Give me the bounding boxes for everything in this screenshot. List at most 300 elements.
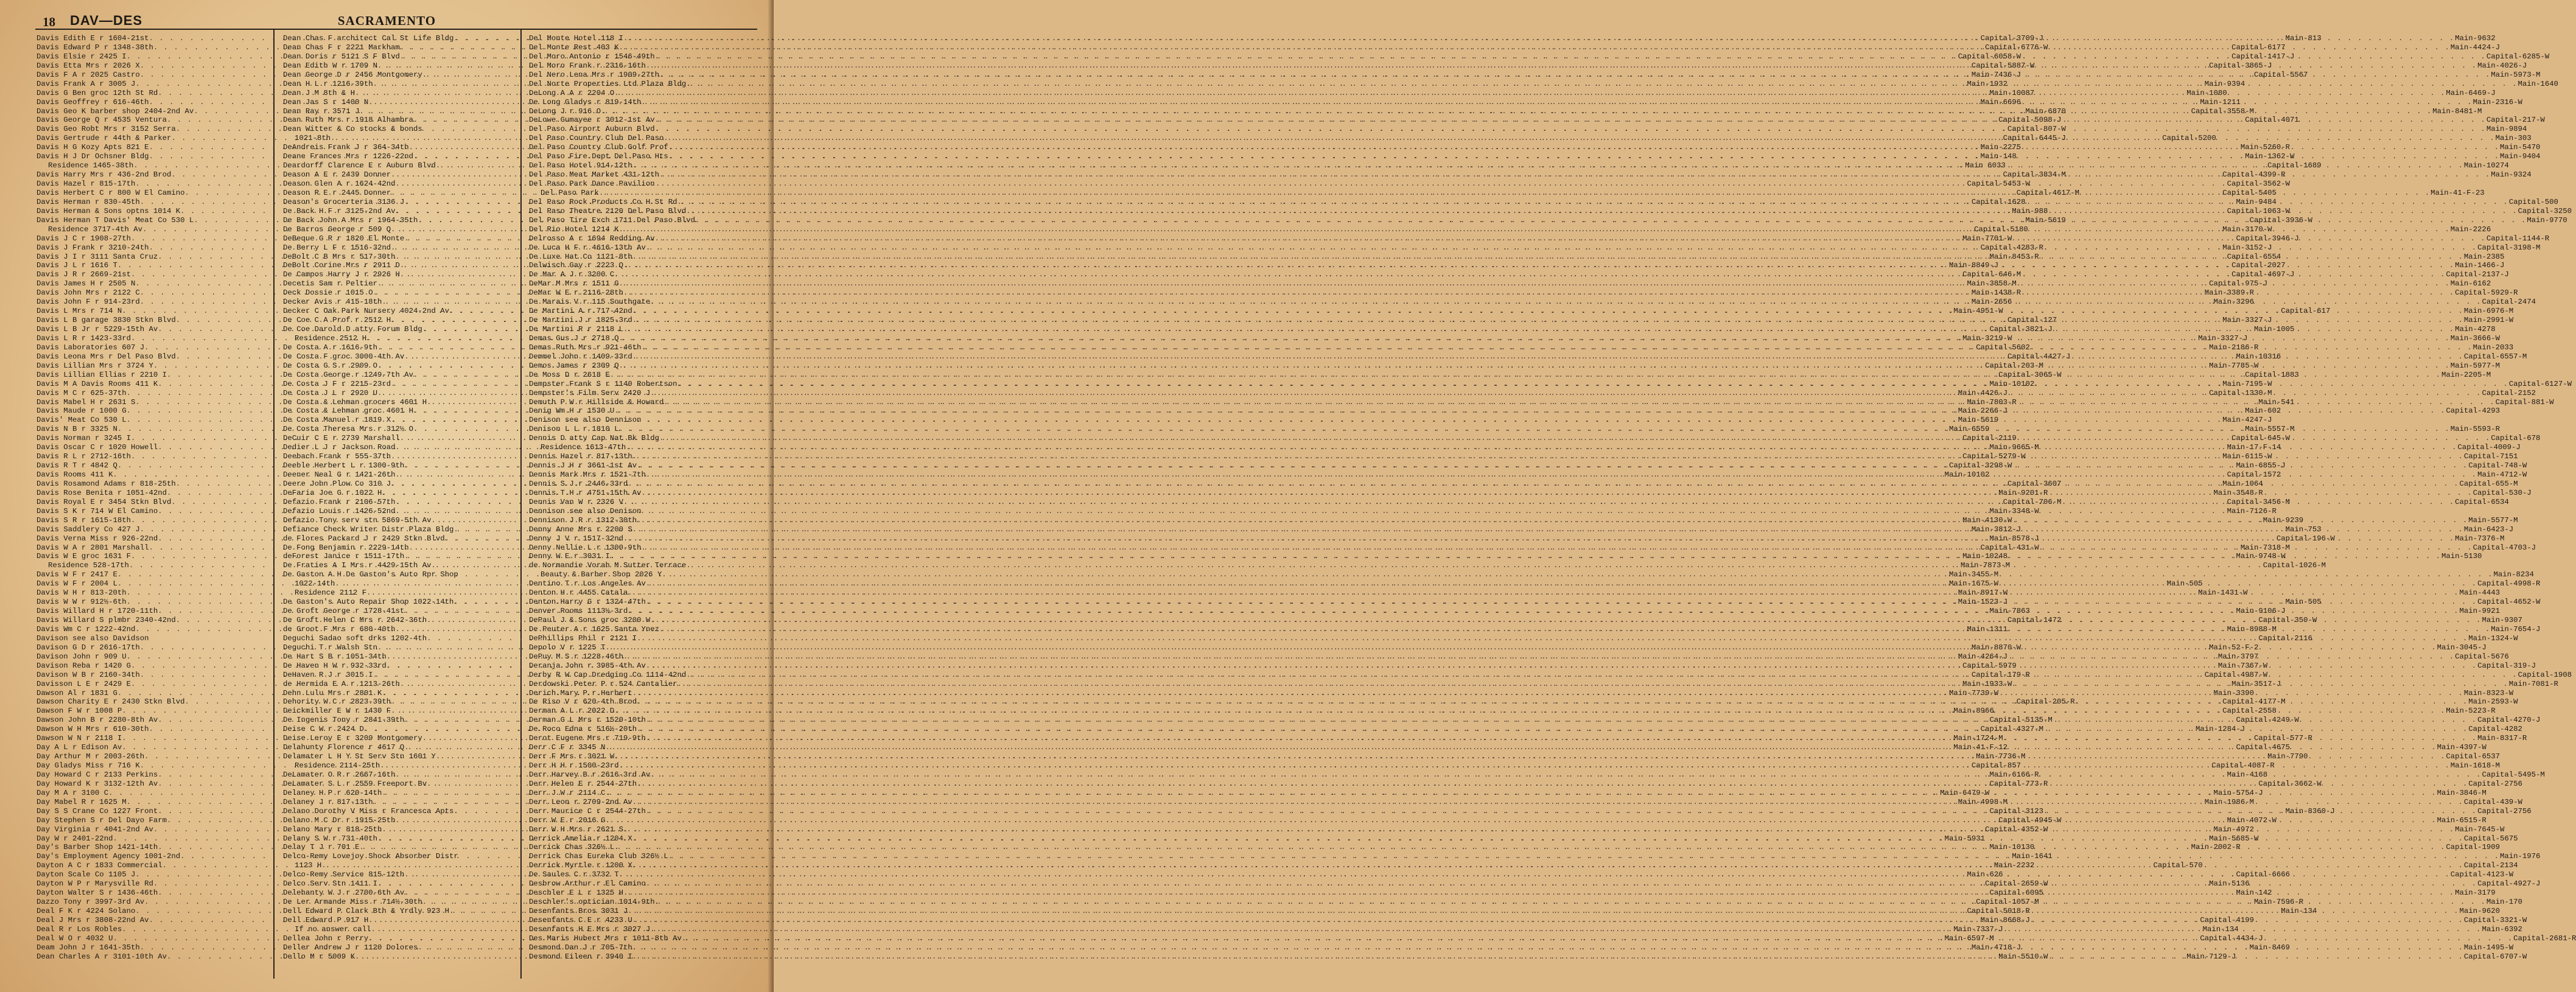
listing-name: De Gaston's Auto Repair Shop 1022-14th [283,598,454,607]
listing-name: Demas Gus J r 2718 Q [529,334,619,343]
listing-name: Derich Mary P r Herbert [529,688,632,697]
listing-phone: Main-4972 [2213,825,2254,834]
listing-name: Deal J Mrs r 3808-22nd Av [37,915,149,924]
listing-phone: Capital-5887-W [1971,61,2035,70]
listing-phone: Main-7645-W [2455,825,2505,834]
listing-phone: Main-5130 [2441,552,2482,561]
leader-dots [662,570,2493,579]
listing-name: Deise Leroy E r 3209 Montgomery [283,734,422,743]
leader-dots [623,325,2454,334]
listing-phone: Capital-3936-W [2249,215,2312,225]
listing-phone: Capital-6557-M [2463,352,2527,361]
listing-phone: Main-3179 [2455,889,2496,898]
listing-name: Del Paso Meat Market 431-12th [529,170,660,180]
listing-phone: Capital-881-W [2495,397,2554,407]
listing-phone: Capital-645-W [2231,434,2290,443]
listing-phone: Capital-4123-W [2450,870,2514,879]
leader-dots [632,916,2463,925]
leader-dots [632,161,2463,170]
listing-name: Denig Wm H r 1530 U [529,407,615,416]
listing-phone: Capital-4199 [2200,915,2254,924]
leader-dots [619,334,2450,343]
listing-name: Davis Etta Mrs r 2026 X [37,61,140,70]
leader-dots [646,243,2477,253]
listing-phone: Main-8966 [1953,707,1994,716]
listing-phone: Main-4712-W [2477,470,2527,479]
listing-name: Derdowski Peter P r 524 Cantalier [529,679,677,688]
listing-name: Day Mabel R r 1625 M [37,797,127,806]
listing-phone: Capital-3558-M [2191,107,2254,116]
listing-phone: Main-3548-R [2213,488,2263,497]
listing-phone: Main-7785-W [2209,361,2259,370]
listing-phone: Capital-3865-J [2209,61,2272,70]
listing-name: Del Paso Park [541,188,599,197]
listing-phone: Main-5510-W [1998,952,2048,961]
listing-name: DeCuir C E r 2739 Marshall [283,434,400,443]
listing-name: Del Paso Airport Auburn Blvd [529,125,655,134]
listing-name: Derr Helen E r 2544-27th [529,779,637,788]
listing-name: Davis James H r 2505 N [37,279,136,288]
leader-dots [677,198,2508,207]
leader-dots [646,598,2477,607]
listing-name: Dean Ruth Mrs r 1918 Alhambra [283,116,414,125]
listing-name: DeBeque G R r 1820 El Monte [283,234,405,243]
listing-name: Davis L B garage 3830 Stkn Blvd [37,316,176,325]
listing-phone: Main-4951-W [1953,307,2003,316]
listing-name: Davis Rooms 411 K [37,470,113,479]
listing-name: Delaney J r 817-13th [283,797,373,806]
listing-name: De Costa F groc 3000-4th Av [283,352,405,361]
leader-dots [641,343,2472,352]
listing-name: De Costa & Lehman grocers 4601 H [283,397,427,407]
listing-phone: Capital-1883 [2245,370,2299,379]
listing-name: De Moss D r 2618 E [529,370,610,379]
listing-phone: Main-5223-R [2446,707,2496,716]
listing-phone: Main-3389-R [2204,288,2254,298]
listing-name: Davis H G Kozy Apts 821 E [37,143,149,152]
listing-name: Davis M A Davis Rooms 411 K [37,379,158,388]
listing-phone: Capital-217-W [2486,116,2545,125]
listing-name: DeMar W E r 2116-28th [529,288,623,298]
listing-name: Day A L r Edison Av [37,743,122,752]
listing-phone: Main-988 [2012,206,2048,215]
listing-name: Davis Frank A r 3005 J [37,79,136,88]
listing-name: Davison see also Davidson [37,634,149,643]
listing-name: Del Nero Lena Mrs r 1909-27th [529,70,660,79]
listing-phone: Main-3455-M [1949,570,1999,579]
listing-name: Des Maris Hubert Mrs r 1011-8th Av [529,934,682,943]
listing-phone: Capital-5675 [2463,834,2518,843]
listing-name: Dennis T H r 4751-15th Av [529,488,642,497]
listing-phone: Capital-1628 [1971,197,2026,206]
listing-phone: Main-9239 [2263,515,2304,525]
listing-name: Davis W E groc 1631 F [37,552,131,561]
listing-phone: Capital-5929-R [2455,288,2518,298]
listing-phone: Main-1438-R [1971,288,2021,298]
listing-name: Dean H L r 1216-39th [283,79,373,88]
listing-name: Davis Elsie r 2425 I [37,52,127,61]
listing-phone: Capital-3456-M [2227,497,2290,506]
listing-name: Delay T J r 701 E [283,843,360,852]
listing-phone: Main-1976 [2499,852,2541,861]
listing-phone: Capital-3607 [2007,479,2062,488]
listing-name: Dawson W H Mrs r 610-30th [37,725,149,734]
listing-name: Delano Mary r 818-25th [283,825,382,834]
listing-phone: Main-1005 [2253,325,2295,334]
listing-name: Del Paso Country Club Del Paso [529,134,664,143]
listing-phone: Main-3812-J [1971,525,2021,534]
leader-dots [623,534,2454,543]
listing-name: Davis J R r 2669-21st [37,270,131,279]
listing-name: Derr H H r 1500-23rd [529,761,619,770]
listing-phone: Capital-2152 [2482,388,2536,397]
listing-name: Decker Avis r 415-18th [283,298,382,307]
listing-phone: Main-4026-J [2477,61,2527,70]
listing-name: Deal F K r 4224 Solano [37,907,136,915]
leader-dots [619,362,2450,371]
listing-phone: Main-7790 [2267,752,2308,761]
listing-phone: Capital-5098-J [1998,116,2062,125]
listing-phone: Main-41-F-12 [1953,743,2007,752]
listing-name: Demos James r 2309 Q [529,361,619,370]
listing-name: Day Howard C r 2133 Perkins [37,770,158,779]
listing-phone: Capital-4087-R [2211,761,2275,770]
listing-phone: Main-7436-J [1971,70,2021,79]
leader-dots [623,34,2454,43]
listing-name: Davis Herbert C r 800 W El Camino [37,188,185,197]
listing-name: Decker C Oak Park Nursery 4024-2nd Av [283,307,450,316]
listing-entry [529,180,758,189]
listing-name: Deguchi T r Walsh Stn [283,643,377,652]
listing-name: De Costa J F r 2215-23rd [283,379,391,388]
listing-phone: Main-9307 [2482,616,2522,624]
listing-phone: Main-7739-W [1949,688,1999,697]
listing-name: Del Norte Properties Ltd Plaza Bldg [529,79,687,88]
listing-name: DeAndreis Frank J r 364-34th [283,143,409,152]
leader-dots [610,552,2441,561]
listing-phone: Main-170 [2486,898,2522,907]
listing-phone: Main-2002-R [2191,843,2241,852]
listing-phone: Main-8668-J [1980,915,2030,924]
listing-phone: Capital-1144-R [2486,234,2550,243]
listing-name: Deranja John r 3985-4th Av [529,661,646,670]
listing-name: Derr Harvey B r 2616-3rd Av [529,770,651,779]
listing-phone: Main-148 [1980,152,2017,161]
listing-phone: Capital-319-J [2477,661,2536,670]
listing-phone: Capital-4434-J [2200,934,2263,943]
listing-name: Desmond Eileen r 3940 I [529,952,632,961]
listing-phone: Main-2266-J [1958,407,2007,416]
leader-dots [632,253,2463,262]
listing-name: Dean Jas S r 1400 N [283,97,369,107]
listing-phone: Capital-5567 [2253,70,2308,79]
listing-name: De Costa G S r 2909 O [283,361,377,370]
leader-dots [623,261,2454,270]
listing-name: Del Moro Antonio r 1546-49th [529,52,655,61]
listing-phone: Main-5977-M [2450,361,2500,370]
listing-name: Delano M C Dr r 1915-25th [283,816,396,825]
listing-name: Dennis Hazel r 817-13th [529,452,632,461]
listing-phone: Capital-807-W [2007,125,2066,134]
listing-phone: Main-7701-W [1962,234,2012,243]
listing-phone: Main-10102 [1989,379,2035,388]
listing-name: Davis N B r 3325 N [37,425,117,434]
listing-name: Del Paso Country Club Golf Prof [529,143,668,152]
listing-phone: Capital-3198-M [2477,243,2541,252]
listing-phone: Main-2275 [1980,143,2021,152]
leader-dots [659,170,2490,180]
listing-phone: Main-303 [2495,134,2532,143]
listing-phone: Main-9324 [2491,170,2532,180]
page-range: DAV—DES [70,13,143,28]
leader-dots [632,952,2463,962]
listing-phone: Main-9921 [2459,607,2500,616]
listing-name: Davis J Frank r 3210-24th [37,243,149,252]
page-number: 18 [43,15,55,29]
listing-name: Residence 2112 F [295,589,367,598]
listing-phone: Capital-5200 [2162,134,2216,143]
listing-phone: Main-7873-M [1961,561,2011,570]
leader-dots [682,934,2513,943]
listing-name: deForest Janice r 1511-17th [283,552,405,561]
leader-dots [641,489,2472,498]
listing-phone: Main-7195-W [2222,379,2272,388]
listing-phone: Main-8234 [2493,570,2534,579]
listing-name: DeHaven R J r 3015 I [283,670,373,679]
listing-phone: Main-2316-W [2473,97,2522,107]
listing-phone: Main-1933-W [1962,679,2012,688]
listing-phone: Capital-748-W [2468,461,2527,470]
listing-phone: Capital-439-W [2463,797,2522,806]
listing-name: Davis Lillian Mrs r 3724 Y [37,361,153,370]
leader-dots [619,761,2450,770]
listing-name: De Berry L F r 1516-32nd [283,243,391,252]
listing-name: Derr Maurice C r 2544-27th [529,806,646,816]
listing-phone: Capital-3321-W [2463,915,2527,924]
listing-phone: Main-4264-J [1958,652,2007,661]
listing-phone: Main-6855-J [2236,461,2286,470]
listing-phone: Main-2205-M [2441,370,2491,379]
listing-name: Dennis D atty Cap Nat Bk Bldg [529,434,660,443]
leader-dots [637,461,2468,470]
header-rule [35,29,757,30]
listing-phone: Capital-678 [2491,434,2541,443]
listing-phone: Main-1311 [1967,624,2007,634]
listing-name: Day Virginia r 4041-2nd Av [37,825,153,834]
listing-phone: Capital-3709-J [1980,34,2043,43]
leader-dots [646,734,2477,743]
listing-name: Derman G L Mrs r 1520-10th [529,716,646,725]
listing-phone: Capital-4945-W [1998,816,2062,825]
listing-phone: Main-5470 [2499,143,2541,152]
listing-name: Denny Nellie L r 1300-9th [529,543,642,552]
leader-dots [632,798,2463,807]
listing-phone: Capital-2756 [2468,779,2522,788]
listing-name: Deschler E L r 1325 H [529,889,623,898]
listing-name: Davison W B r 2160-34th [37,670,140,679]
listing-name: Dellea John r Perry [283,934,369,943]
listing-name: Deck Dossie r 1015 O [283,288,373,298]
listing-name: DePaul J & Sons groc 3200 W [529,616,651,624]
listing-phone: Capital-196-W [2276,534,2335,543]
listing-name: Delco Serv Stn 1411 I [283,879,377,889]
listing-phone: Capital-4987-W [2204,670,2268,679]
city-title: SACRAMENTO [337,13,436,28]
listing-name: De Riso V r 620-4th Brod [529,697,637,707]
listing-name: Denver Rooms 1113½-3rd [529,607,628,616]
listing-phone: Main-1523-J [1958,598,2007,607]
listing-phone: Main-6696 [1980,97,2021,107]
leader-dots [605,789,2436,798]
listing-name: Delahunty Florence r 4617 Q [283,743,405,752]
listing-phone: Main-505 [2285,598,2322,607]
listing-phone: Main-2593-W [2468,697,2518,707]
listing-name: Dello M r 5009 K [283,952,355,961]
listing-phone: Main-5260-R [2240,143,2290,152]
listing-phone: Capital-431-W [1980,543,2039,552]
listing-name: Dehority W C r 2823-39th [283,697,391,707]
listing-phone: Capital-4283-R [1980,243,2043,252]
listing-name: Demmel John r 1409-33rd [529,352,632,361]
leader-dots [646,470,2477,480]
listing-phone: Capital-706-M [2003,497,2062,506]
listing-phone: Capital-3562-W [2227,180,2290,188]
listing-name: Davis John F r 914-23rd [37,298,140,307]
leader-dots [628,480,2459,489]
listing-name: Denison L L r 1810 L [529,425,619,434]
listing-name: Derr C F r 3345 N [529,743,606,752]
listing-phone: Main-9665-M [1989,443,2039,452]
listing-phone: Main-2033 [2473,343,2514,352]
listing-phone: Capital-4998-R [2477,579,2541,589]
listing-name: Dedier L J r Jackson Road [283,443,396,452]
listing-phone: Capital-6127-W [2508,379,2572,388]
listing-name: Denny J V r 1517-32nd [529,534,623,543]
listing-phone: Main-4424-J [2450,43,2500,52]
listing-name: Deller Andrew J r 1120 Dolores [283,943,418,952]
listing-phone: Main-6479-W [1940,788,1990,797]
listing-name: Davis Willard S plmbr 2340-42nd [37,616,176,624]
listing-name: Day Gladys Miss r 716 K [37,761,140,770]
leader-dots [686,80,2517,89]
listing-name: De Campos Harry J r 2926 H [283,270,400,279]
listing-name: De Costa George r 1249-7th Av [283,370,414,379]
leader-dots [655,52,2486,61]
leader-dots [605,643,2436,652]
listing-name: Defazio Frank r 2106-57th [283,497,396,506]
listing-name: De Long Gladys r 819-14th [529,97,642,107]
listing-phone: Main-9620 [2459,907,2500,915]
listing-name: Depolo V r 1225 T [529,643,606,652]
leader-dots [655,116,2486,125]
listing-name: Davis J L r 1616 T [37,261,117,270]
listing-name: Residence 3717-4th Av [48,225,142,234]
listing-phone: Main-3152-J [2222,243,2272,252]
listing-name: DeFaria Joe G r 1022 H [283,488,382,497]
listing-phone: Main-5619 [1958,416,1999,425]
listing-name: 1021-8th [295,134,331,143]
listing-name: DeMar M Mrs r 1511 G [529,279,619,288]
listing-phone: Main-1641 [2012,852,2053,861]
listing-phone: Main-9484 [2236,197,2277,206]
listing-name: Dawson Charity E r 2430 Stkn Blvd [37,697,185,707]
listing-name: Dazzo Tony r 3997-3rd Av [37,898,145,907]
listing-name: Delwisch Gay r 2223 Q [529,261,623,270]
listing-name: Dawson John B r 2280-8th Av [37,716,158,725]
leader-dots [632,352,2463,362]
listing-name: Del Paso Hotel 914-12th [529,161,632,170]
listing-name: Residence 2512 H [295,334,367,343]
listing-name: Davis Hazel r 815-17th [37,180,136,188]
listing-phone: Main-2385 [2463,252,2505,261]
listing-entry [529,507,758,516]
listing-phone: Main-9394 [2204,79,2245,88]
leader-dots [623,498,2454,507]
listing-phone: Capital-6707-W [2463,952,2527,961]
listing-phone: Main-1466-J [2455,261,2505,270]
listing-phone: Capital-4327-M [1980,725,2043,734]
listing-phone: Main-7367-W [2217,661,2268,670]
listing-phone: Capital-570 [2153,861,2203,870]
listing-phone: Main-8849-J [1949,261,1999,270]
listing-entry [37,634,265,643]
listing-phone: Capital-5135-M [1989,716,2053,725]
listing-name: Dehn Lulu Mrs r 2801 K [283,688,382,697]
listing-phone: Capital-6177 [2231,43,2286,52]
listing-phone: Main-7126-R [2227,506,2277,515]
listing-phone: Capital-179-R [1971,670,2030,679]
listing-phone: Capital-975-J [2209,279,2268,288]
listing-phone: Capital-4703-J [2473,543,2536,552]
listing-phone: Main-52-F-2 [2209,643,2259,652]
listing-name: Dentino T r Los Angeles Av [529,579,646,589]
listing-phone: Capital-2116 [2258,634,2312,643]
listing-phone: Main-8323-W [2463,688,2514,697]
listing-name: Delany S W r 731-40th [283,834,377,843]
listing-name: Deason R E r 2445 Donner [283,188,391,197]
listing-phone: Capital-646-M [1962,270,2021,279]
listing-name: De Costa Manuel r 1819 X [283,416,391,425]
listing-entry [283,852,513,861]
listing-phone: Main-9201-R [1998,488,2048,497]
listing-name: De Hart S B r 1051-34th [283,652,387,661]
listing-name: 1123 H [295,861,322,870]
listing-phone: Main-6597-M [1944,934,1994,943]
listing-name: Davis Edith E r 1604-21st [37,34,149,43]
listing-name: Day W r 2401-22nd [37,834,113,843]
listing-phone: Main-7337-J [1953,924,2003,934]
listing-name: Desbrow Arthur r El Camino [529,879,646,889]
leader-dots [637,725,2468,734]
listing-phone: Main-3390 [2213,688,2254,697]
listing-name: Davison John r 909 U [37,652,127,661]
listing-phone: Main-8870-W [1971,643,2021,652]
listing-name: De Haven H W r 932-33rd [283,661,387,670]
listing-name: Dean George D r 2456 Montgomery [283,70,422,79]
listing-phone: Main-9770 [2527,215,2567,225]
listing-name: Delco-Remy Service 815-12th [283,870,405,879]
listing-phone: Capital-5279-W [1962,452,2026,461]
listing-name: Delaney H P r 620-14th [283,788,382,797]
listing-phone: Capital-2659-W [1985,879,2048,889]
leader-dots [637,634,2468,643]
leader-dots [686,207,2517,216]
leader-dots [619,870,2450,879]
listing-name: Davis John Mrs r 2122 C [37,288,140,298]
listing-name: Davis Herman r 830-45th [37,197,140,206]
listing-phone: Capital-5453-W [1967,180,2030,188]
listing-name: Dempster Frank S r 1140 Robertson [529,379,677,388]
